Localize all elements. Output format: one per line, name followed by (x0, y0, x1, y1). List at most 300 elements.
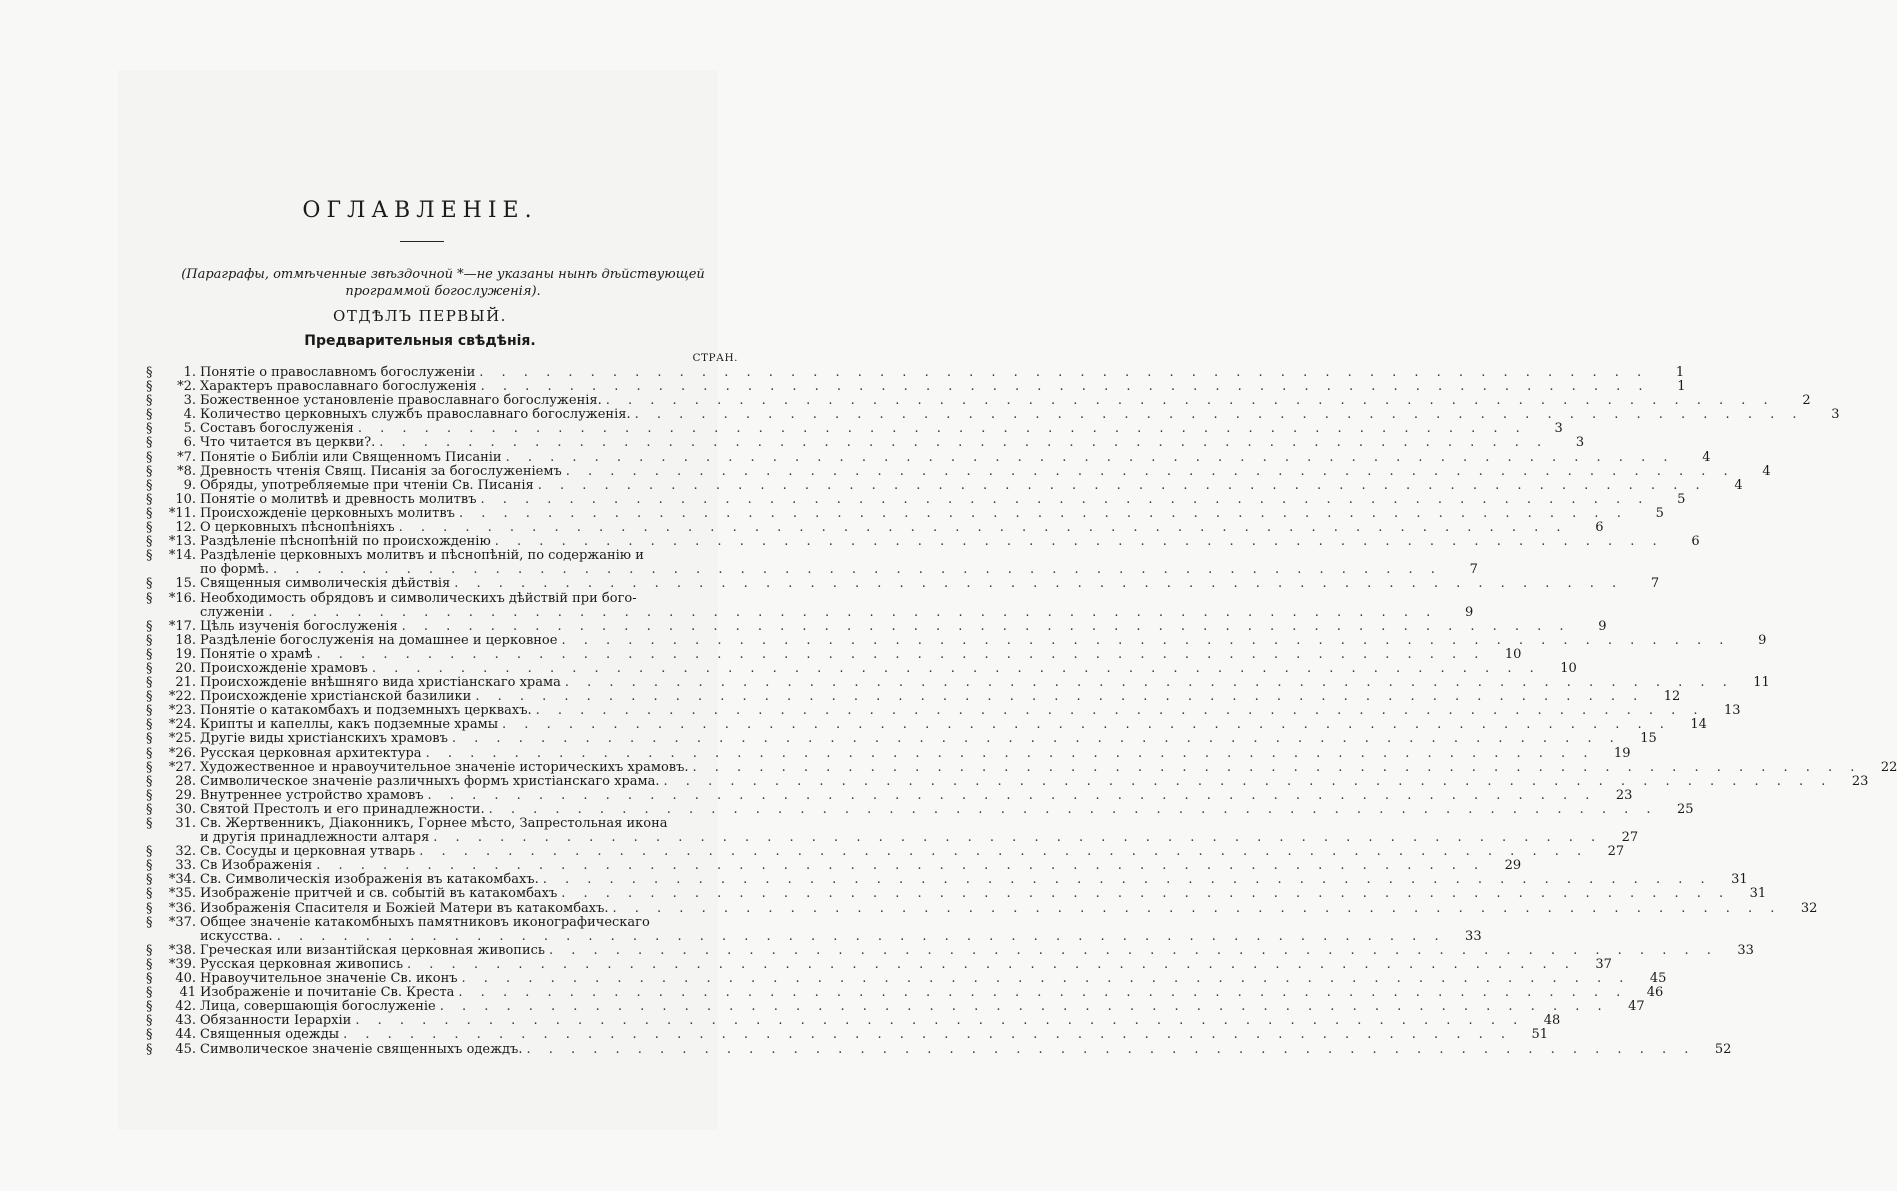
dot-leader (565, 676, 1734, 690)
section-mark: § (146, 590, 153, 606)
section-mark: § (146, 576, 153, 592)
dot-leader (399, 521, 1568, 535)
dot-leader (419, 845, 1588, 859)
toc-entry-title: по формѣ. (200, 562, 270, 578)
toc-entry-line (146, 604, 1474, 620)
toc-entry-number: *23. (168, 703, 196, 719)
toc-entry-page: 37 (1595, 956, 1612, 972)
toc-entry-page: 22 (1880, 759, 1897, 775)
dot-leader (459, 507, 1628, 521)
toc-entry-title: Изображеніе и почитаніе Св. Креста (200, 985, 455, 1001)
toc-entry-number: *34. (168, 872, 196, 888)
dot-leader (479, 366, 1648, 380)
dot-leader (489, 803, 1658, 817)
toc-entry-line (146, 449, 1711, 465)
toc-entry-line (146, 830, 1639, 846)
dot-leader (433, 831, 1602, 845)
toc-entry[interactable] (146, 914, 1482, 944)
section-mark: § (146, 703, 153, 719)
toc-entry-line (146, 660, 1577, 676)
toc-entry-number: 42. (175, 999, 196, 1015)
dot-leader (538, 479, 1707, 493)
toc-entry[interactable] (146, 886, 1767, 902)
toc-entry-page: 31 (1749, 886, 1767, 902)
toc-entry-line (146, 393, 1811, 409)
toc-entry[interactable] (146, 759, 1897, 775)
toc-entry[interactable] (146, 548, 1478, 578)
toc-entry-number: 10. (175, 491, 196, 507)
toc-entry-line (146, 858, 1522, 874)
toc-entry-number: 30. (175, 801, 196, 817)
toc-entry[interactable] (146, 632, 1767, 648)
toc-entry[interactable] (146, 731, 1657, 747)
toc-entry-title: Св. Символическія изображенія въ катакомбахъ. (200, 872, 539, 888)
toc-entry-title: Составъ богослуженія (200, 421, 354, 437)
toc-entry-page: 32 (1800, 900, 1818, 916)
toc-entry-title: Священныя символическія дѣйствія (200, 576, 451, 592)
toc-entry[interactable] (146, 787, 1633, 803)
toc-entry-title: Символическое значеніе различныхъ формъ христіанскаго храма. (200, 773, 660, 789)
toc-entry-line (146, 759, 1897, 775)
toc-entry-line (146, 703, 1741, 719)
toc-entry-page: 48 (1543, 1013, 1561, 1029)
toc-entry-line (146, 463, 1771, 479)
toc-entry-number: 6. (183, 435, 196, 451)
dot-leader (462, 972, 1631, 986)
toc-entry-number: 40. (175, 971, 196, 987)
dot-leader (343, 1028, 1512, 1042)
toc-entry-number: *7. (177, 449, 196, 465)
toc-entry-title: Обязанности Іерархіи (200, 1013, 352, 1029)
toc-entry-page: 1 (1677, 379, 1686, 395)
toc-entry-line (146, 928, 1482, 944)
toc-entry-number: 21. (175, 675, 196, 691)
toc-entry[interactable] (146, 421, 1563, 437)
toc-entry-line (146, 1027, 1548, 1043)
dot-leader (635, 408, 1804, 422)
toc-entry[interactable] (146, 576, 1660, 592)
toc-entry-number: *24. (168, 717, 196, 733)
toc-entry-number: *8. (177, 463, 196, 479)
section-mark: § (146, 1041, 153, 1057)
toc-entry-number: 20. (175, 660, 196, 676)
toc-entry-title: Изображеніе притчей и св. событій въ катакомбахъ (200, 886, 558, 902)
toc-entry[interactable] (146, 801, 1694, 817)
toc-entry-page: 27 (1607, 844, 1625, 860)
toc-entry-title: Понятіе о Библіи или Священномъ Писаніи (200, 449, 502, 465)
dot-leader (481, 380, 1650, 394)
toc-entry-page: 13 (1723, 703, 1741, 719)
dot-leader (458, 986, 1627, 1000)
section-mark: § (146, 407, 153, 423)
toc-entry-page: 23 (1851, 773, 1869, 789)
toc-entry-line (146, 1013, 1561, 1029)
toc-entry[interactable] (146, 449, 1711, 465)
toc-entry-number: *2. (177, 379, 196, 395)
section-mark: § (146, 491, 153, 507)
toc-entry-title: Св Изображенія (200, 858, 313, 874)
section-mark: § (146, 900, 153, 916)
section-mark: § (146, 886, 153, 902)
toc-entry-title: Греческая или византійская церковная живопись (200, 942, 545, 958)
section-mark: § (146, 999, 153, 1015)
toc-entry[interactable] (146, 1013, 1561, 1029)
toc-entry[interactable] (146, 816, 1639, 846)
toc-entry-line (146, 900, 1818, 916)
toc-entry-number: 19. (175, 646, 196, 662)
section-mark: § (146, 731, 153, 747)
section-mark: § (146, 773, 153, 789)
section-mark: § (146, 745, 153, 761)
section-mark: § (146, 646, 153, 662)
toc-entry-line (146, 549, 740, 563)
toc-entry-line (146, 477, 1743, 493)
toc-entry-title: искусства. (200, 928, 273, 944)
dot-leader (372, 662, 1541, 676)
dot-leader (358, 422, 1527, 436)
toc-entry[interactable] (146, 618, 1607, 634)
toc-entry-number: 28. (175, 773, 196, 789)
toc-entry-title: Понятіе о катакомбахъ и подземныхъ церквахъ. (200, 703, 532, 719)
toc-entry-page: 46 (1646, 985, 1664, 1001)
toc-entry-number: *22. (168, 689, 196, 705)
table-of-contents (146, 365, 1897, 1057)
section-mark: § (146, 393, 153, 409)
toc-entry[interactable] (146, 985, 1664, 1001)
toc-entry-line (146, 817, 740, 831)
toc-entry[interactable] (146, 717, 1707, 733)
toc-entry-page: 4 (1702, 449, 1711, 465)
toc-entry[interactable] (146, 858, 1522, 874)
toc-entry-page: 33 (1737, 942, 1754, 958)
toc-entry[interactable] (146, 971, 1667, 987)
toc-entry-title: Божественное установленіе православнаго богослуженія. (200, 393, 602, 409)
toc-entry-title: Раздѣленіе церковныхъ молитвъ и пѣснопѣній, по содержанію и (200, 548, 644, 564)
dot-leader (561, 634, 1730, 648)
toc-entry-line (146, 745, 1631, 761)
section-mark: § (146, 689, 153, 705)
toc-entry-number: *26. (168, 745, 196, 761)
toc-entry-title: Русская церковная архитектура (200, 745, 422, 761)
toc-entry-number: *16. (168, 590, 196, 606)
toc-entry-line (146, 592, 740, 606)
toc-entry-title: Св. Жертвенникъ, Діаконникъ, Горнее мѣсто, Запрестольная икона (200, 816, 668, 831)
toc-entry-page: 45 (1649, 971, 1667, 987)
toc-entry-line (146, 985, 1664, 1001)
toc-entry-number: 4. (183, 407, 196, 423)
section-mark: § (146, 942, 153, 958)
toc-entry-number: 29. (175, 787, 196, 803)
toc-entry-number: 44. (175, 1027, 196, 1043)
section-title: ОТДѢЛЪ ПЕРВЫЙ. (333, 307, 507, 325)
toc-entry-line (146, 942, 1754, 958)
toc-entry-page: 25 (1676, 801, 1694, 817)
section-mark: § (146, 618, 153, 634)
toc-entry-number: *14. (168, 548, 196, 564)
toc-entry-line (146, 1041, 1732, 1057)
dot-leader (526, 1043, 1695, 1057)
dot-leader (317, 648, 1486, 662)
toc-entry-page: 9 (1758, 632, 1767, 648)
toc-entry-title: Что читается въ церкви?. (200, 435, 376, 451)
toc-entry-line (146, 534, 1700, 550)
section-mark: § (146, 505, 153, 521)
toc-entry-line (146, 520, 1604, 536)
toc-entry[interactable] (146, 773, 1869, 789)
toc-entry-page: 14 (1690, 717, 1707, 733)
toc-entry-title: Характеръ православнаго богослуженія (200, 379, 477, 395)
toc-entry-line (146, 491, 1686, 507)
dot-leader (452, 732, 1621, 746)
toc-entry-number: *11. (168, 505, 196, 521)
dot-leader (566, 465, 1735, 479)
toc-entry-line (146, 435, 1585, 451)
toc-entry-line (146, 999, 1645, 1015)
toc-entry-number: 18. (175, 632, 196, 648)
toc-entry-number: *35. (168, 886, 196, 902)
toc-entry[interactable] (146, 520, 1604, 536)
toc-entry[interactable] (146, 491, 1686, 507)
toc-entry-number: *37. (168, 914, 196, 930)
toc-entry-page: 3 (1575, 435, 1585, 451)
toc-entry-page: 3 (1831, 407, 1840, 423)
section-mark: § (146, 632, 153, 648)
toc-entry-number: *13. (168, 534, 196, 550)
toc-entry-number: 43. (175, 1013, 196, 1029)
section-mark: § (146, 717, 153, 733)
toc-entry[interactable] (146, 435, 1585, 451)
toc-entry-number: *39. (168, 956, 196, 972)
dot-leader (454, 577, 1623, 591)
toc-entry-title: Священныя одежды (200, 1027, 340, 1043)
dot-leader (402, 620, 1571, 634)
dot-leader (606, 394, 1775, 408)
section-mark: § (146, 1013, 153, 1029)
toc-entry[interactable] (146, 999, 1645, 1015)
section-mark: § (146, 675, 153, 691)
dot-leader (475, 690, 1644, 704)
dot-leader (549, 944, 1718, 958)
dot-leader (506, 451, 1675, 465)
toc-entry-number: 32. (175, 844, 196, 860)
toc-entry-page: 33 (1465, 928, 1482, 944)
toc-entry-line (146, 407, 1840, 423)
toc-entry-page: 10 (1560, 660, 1577, 676)
toc-entry[interactable] (146, 590, 1474, 620)
toc-entry-title: Необходимость обрядовъ и символическихъ дѣйствій при бого- (200, 590, 637, 606)
toc-entry-title: Понятіе о храмѣ (200, 646, 313, 662)
toc-entry-page: 23 (1615, 787, 1633, 803)
toc-entry-page: 52 (1714, 1041, 1732, 1057)
toc-entry[interactable] (146, 365, 1685, 380)
dot-leader (273, 563, 1442, 577)
toc-entry-page: 10 (1504, 646, 1522, 662)
toc-entry[interactable] (146, 844, 1625, 860)
toc-entry-title: Происхожденіе внѣшняго вида христіанскаго храма (200, 675, 561, 691)
page-column-header: СТРАН. (692, 352, 738, 364)
dot-leader (613, 902, 1782, 916)
dot-leader (407, 958, 1576, 972)
toc-entry-title: Русская церковная живопись (200, 956, 404, 972)
dot-leader (561, 887, 1730, 901)
toc-entry[interactable] (146, 689, 1681, 705)
toc-entry-line (146, 801, 1694, 817)
section-mark: § (146, 844, 153, 860)
toc-entry-line (146, 379, 1686, 395)
toc-entry[interactable] (146, 942, 1754, 958)
toc-entry-title: Количество церковныхъ службъ православнаго богослуженія. (200, 407, 631, 423)
toc-entry-page: 7 (1469, 562, 1478, 578)
section-mark: § (146, 985, 153, 1001)
toc-entry-line (146, 773, 1869, 789)
toc-entry[interactable] (146, 660, 1577, 676)
toc-entry[interactable] (146, 900, 1818, 916)
toc-entry[interactable] (146, 745, 1631, 761)
toc-entry-page: 9 (1464, 604, 1474, 620)
dot-leader (426, 747, 1595, 761)
toc-entry-number: 9. (183, 477, 196, 493)
toc-entry-line (146, 844, 1625, 860)
dot-leader (428, 789, 1597, 803)
section-mark: § (146, 463, 153, 479)
toc-entry-title: Другіе виды христіанскихъ храмовъ (200, 731, 448, 747)
dot-leader (664, 775, 1833, 789)
toc-entry-title: Художественное и нравоучительное значеніе историческихъ храмовъ. (200, 759, 689, 775)
toc-entry-page: 6 (1691, 534, 1700, 550)
toc-entry-line (146, 956, 1612, 972)
toc-entry-number: *38. (168, 942, 196, 958)
section-mark: § (146, 759, 153, 775)
dot-leader (536, 704, 1705, 718)
section-mark: § (146, 971, 153, 987)
title-rule (400, 241, 444, 242)
toc-entry-page: 7 (1650, 576, 1660, 592)
toc-entry-page: 3 (1554, 421, 1563, 437)
toc-entry-line (146, 689, 1681, 705)
toc-entry-line (146, 632, 1767, 648)
toc-entry-page: 27 (1621, 830, 1639, 846)
toc-entry-number: 31. (175, 816, 196, 831)
toc-entry-title: Святой Престолъ и его принадлежности. (200, 801, 485, 817)
toc-entry[interactable] (146, 463, 1771, 479)
page-title: ОГЛАВЛЕНІЕ. (302, 198, 538, 223)
toc-entry-title: Внутреннее устройство храмовъ (200, 787, 424, 803)
toc-entry-title: Цѣль изученія богослуженія (200, 618, 398, 634)
toc-entry-number: 41 (179, 985, 196, 1001)
section-mark: § (146, 872, 153, 888)
toc-entry-page: 19 (1613, 745, 1631, 761)
toc-entry-line (146, 505, 1664, 521)
toc-entry-line (146, 916, 740, 930)
toc-entry-title: Изображенія Спасителя и Божіей Матери въ катакомбахъ. (200, 900, 609, 916)
toc-entry-line (146, 971, 1667, 987)
toc-entry-number: *36. (168, 900, 196, 916)
toc-entry-number: 33. (175, 858, 196, 874)
toc-entry-line (146, 872, 1748, 888)
toc-entry-page: 2 (1802, 393, 1811, 409)
toc-entry-line (146, 717, 1707, 733)
section-mark: § (146, 816, 153, 831)
section-mark: § (146, 477, 153, 493)
toc-entry[interactable] (146, 534, 1700, 550)
toc-entry[interactable] (146, 1041, 1732, 1057)
toc-entry[interactable] (146, 505, 1664, 521)
toc-entry-page: 12 (1663, 689, 1681, 705)
toc-entry[interactable] (146, 872, 1748, 888)
section-mark: § (146, 914, 153, 930)
dot-leader (502, 718, 1671, 732)
section-mark: § (146, 435, 153, 451)
toc-entry-number: 5. (183, 421, 196, 437)
dot-leader (480, 493, 1649, 507)
toc-entry-page: 51 (1531, 1027, 1548, 1043)
toc-entry-number: *27. (168, 759, 196, 775)
toc-entry[interactable] (146, 646, 1522, 662)
section-mark: § (146, 365, 153, 380)
toc-entry-page: 29 (1504, 858, 1522, 874)
toc-entry-page: 15 (1640, 731, 1657, 747)
toc-entry-page: 31 (1731, 872, 1748, 888)
toc-entry[interactable] (146, 956, 1612, 972)
toc-entry-title: Раздѣленіе пѣснопѣній по происхожденію (200, 534, 491, 550)
toc-entry-title: Понятіе о молитвѣ и древность молитвъ (200, 491, 477, 507)
toc-entry-title: Раздѣленіе богослуженія на домашнее и церковное (200, 632, 558, 648)
dot-leader (379, 436, 1548, 450)
toc-entry-page: 6 (1595, 520, 1604, 536)
dot-leader (268, 606, 1437, 620)
toc-entry-title: Обряды, употребляемые при чтеніи Св. Писанія (200, 477, 534, 493)
toc-entry-page: 47 (1628, 999, 1645, 1015)
toc-entry-title: Крипты и капеллы, какъ подземные храмы (200, 717, 499, 733)
toc-entry[interactable] (146, 407, 1840, 423)
toc-entry[interactable] (146, 703, 1741, 719)
toc-entry-title: служеніи (200, 604, 265, 620)
toc-entry-line (146, 646, 1522, 662)
toc-entry[interactable] (146, 675, 1770, 691)
toc-entry-number: 15. (175, 576, 196, 592)
toc-entry-title: Древность чтенія Свящ. Писанія за богослуженіемъ (200, 463, 562, 479)
toc-entry-number: 45. (175, 1041, 196, 1057)
toc-entry[interactable] (146, 393, 1811, 409)
toc-entry-line (146, 886, 1767, 902)
dot-leader (543, 873, 1712, 887)
section-mark: § (146, 449, 153, 465)
dot-leader (316, 859, 1485, 873)
section-mark: § (146, 379, 153, 395)
toc-entry-page: 11 (1753, 675, 1770, 691)
toc-entry-title: Происхожденіе храмовъ (200, 660, 368, 676)
toc-entry-title: и другія принадлежности алтаря (200, 830, 430, 846)
toc-entry-number: *25. (168, 731, 196, 747)
toc-entry-page: 9 (1598, 618, 1607, 634)
toc-entry-title: Происхожденіе церковныхъ молитвъ (200, 505, 455, 521)
toc-entry[interactable] (146, 1027, 1548, 1043)
toc-entry-number: 1. (183, 365, 196, 380)
toc-entry[interactable] (146, 379, 1686, 395)
toc-entry-page: 5 (1655, 505, 1664, 521)
asterisk-note: (Параграфы, отмѣченные звѣздочной *—не указаны нынѣ дѣйствующей программой богослуженія). (181, 267, 705, 299)
section-mark: § (146, 858, 153, 874)
section-mark: § (146, 520, 153, 536)
toc-entry-number: 12. (175, 520, 196, 536)
toc-entry-page: 4 (1762, 463, 1771, 479)
toc-entry[interactable] (146, 477, 1743, 493)
section-mark: § (146, 421, 153, 437)
toc-entry-line (146, 562, 1478, 578)
dot-leader (495, 535, 1664, 549)
toc-entry-title: Нравоучительное значеніе Св. иконъ (200, 971, 458, 987)
section-mark: § (146, 801, 153, 817)
